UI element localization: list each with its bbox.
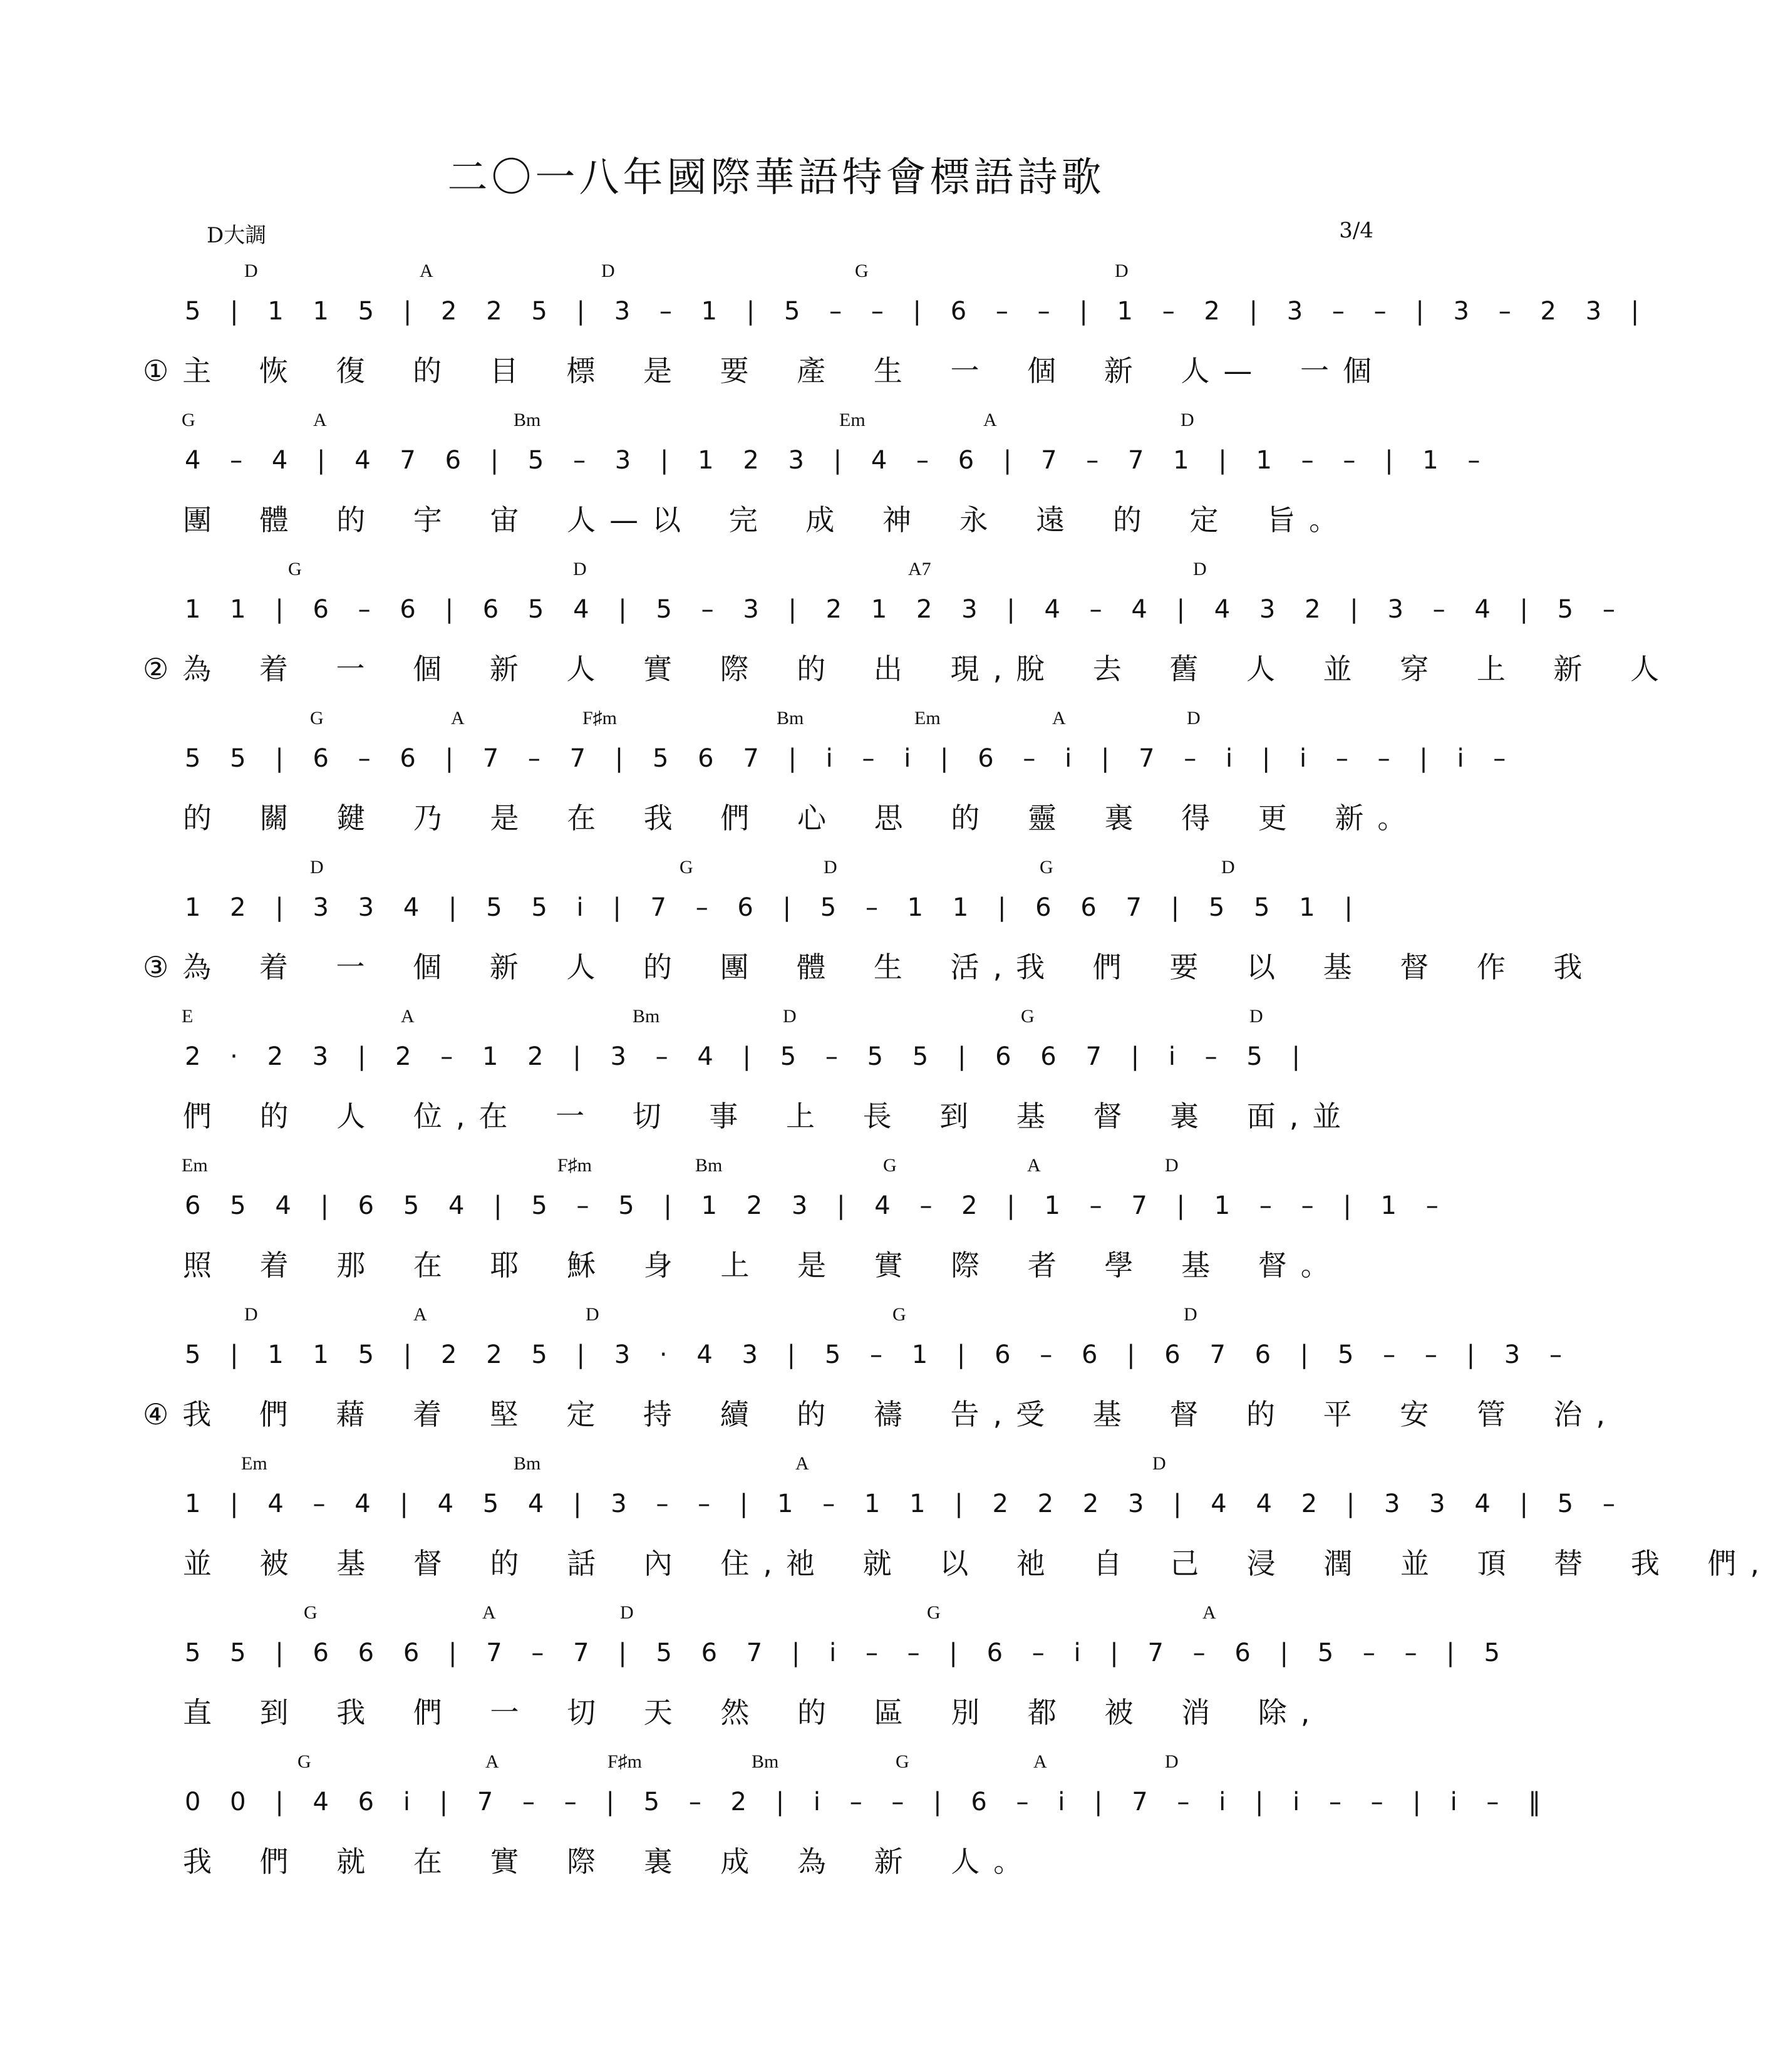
chord-label: G bbox=[304, 1602, 318, 1623]
chord-label: F♯m bbox=[607, 1751, 643, 1772]
lyric-line: ④我 們 藉 着 堅 定 持 續 的 禱 告,受 基 督 的 平 安 管 治, bbox=[143, 1397, 1620, 1431]
lyric-line: 團 體 的 宇 宙 人—以 完 成 神 永 遠 的 定 旨。 bbox=[183, 503, 1352, 537]
chord-label: G bbox=[927, 1602, 941, 1623]
chord-label: Bm bbox=[695, 1155, 723, 1176]
chord-label: D bbox=[1152, 1453, 1166, 1474]
chord-label: A bbox=[1033, 1751, 1047, 1772]
chord-label: D bbox=[620, 1602, 634, 1623]
lyric-line: 照 着 那 在 耶 穌 身 上 是 實 際 者 學 基 督。 bbox=[183, 1248, 1343, 1282]
notation-line: 5 5 | 6 – 6 | 7 – 7 | 5 6 7 | i – i | 6 – i | 7 – i | i – – | i – bbox=[185, 744, 1506, 773]
chord-label: G bbox=[680, 857, 693, 878]
page-title: 二〇一八年國際華語特會標語詩歌 bbox=[447, 155, 1105, 201]
chord-label: Bm bbox=[514, 410, 541, 430]
chord-label: D bbox=[310, 857, 324, 878]
chord-label: G bbox=[1021, 1006, 1035, 1027]
chord-label: G bbox=[892, 1304, 906, 1325]
chord-label: D bbox=[1221, 857, 1235, 878]
chord-label: G bbox=[297, 1751, 311, 1772]
chord-label: Bm bbox=[633, 1006, 660, 1027]
chord-label: D bbox=[573, 559, 587, 579]
chord-label: G bbox=[855, 261, 869, 281]
chord-label: D bbox=[586, 1304, 599, 1325]
chord-label: D bbox=[1193, 559, 1207, 579]
chord-label: D bbox=[1165, 1751, 1179, 1772]
chord-label: D bbox=[1115, 261, 1129, 281]
chord-label: G bbox=[883, 1155, 897, 1176]
lyric-line: ②為 着 一 個 新 人 實 際 的 出 現,脫 去 舊 人 並 穿 上 新 人 bbox=[143, 652, 1673, 686]
notation-line: 5 5 | 6 6 6 | 7 – 7 | 5 6 7 | i – – | 6 – i | 7 – 6 | 5 – – | 5 bbox=[185, 1639, 1500, 1667]
chord-label: Em bbox=[182, 1155, 208, 1176]
chord-label: A7 bbox=[908, 559, 931, 579]
lyric-line: 的 關 鍵 乃 是 在 我 們 心 思 的 靈 裏 得 更 新。 bbox=[183, 801, 1420, 835]
notation-line: 0 0 | 4 6 i | 7 – – | 5 – 2 | i – – | 6 – i | 7 – i | i – – | i – ‖ bbox=[185, 1788, 1541, 1816]
chord-label: A bbox=[795, 1453, 809, 1474]
notation-line: 1 1 | 6 – 6 | 6 5 4 | 5 – 3 | 2 1 2 3 | 4 – 4 | 4 3 2 | 3 – 4 | 5 – bbox=[185, 595, 1615, 624]
lyric-line: 我 們 就 在 實 際 裏 成 為 新 人。 bbox=[183, 1845, 1036, 1878]
chord-label: A bbox=[401, 1006, 415, 1027]
chord-label: A bbox=[313, 410, 327, 430]
notation-line: 1 2 | 3 3 4 | 5 5 i | 7 – 6 | 5 – 1 1 | 6 6 7 | 5 5 1 | bbox=[185, 893, 1353, 922]
notation-line: 2 · 2 3 | 2 – 1 2 | 3 – 4 | 5 – 5 5 | 6 6 7 | i – 5 | bbox=[185, 1042, 1301, 1071]
lyric-line: 們 的 人 位,在 一 切 事 上 長 到 基 督 裏 面,並 bbox=[183, 1099, 1355, 1133]
chord-label: D bbox=[783, 1006, 797, 1027]
chord-label: Bm bbox=[777, 708, 804, 728]
chord-label: D bbox=[1181, 410, 1194, 430]
chord-label: Bm bbox=[752, 1751, 779, 1772]
chord-label: D bbox=[244, 1304, 258, 1325]
notation-line: 1 | 4 – 4 | 4 5 4 | 3 – – | 1 – 1 1 | 2 2 2 3 | 4 4 2 | 3 3 4 | 5 – bbox=[185, 1489, 1615, 1518]
chord-label: G bbox=[182, 410, 195, 430]
chord-label: Bm bbox=[514, 1453, 541, 1474]
chord-label: A bbox=[451, 708, 465, 728]
chord-label: F♯m bbox=[557, 1155, 592, 1176]
chord-label: D bbox=[1187, 708, 1201, 728]
chord-label: A bbox=[1027, 1155, 1041, 1176]
chord-label: D bbox=[601, 261, 615, 281]
key-signature: D大調 bbox=[207, 223, 267, 248]
chord-label: A bbox=[1052, 708, 1066, 728]
chord-label: D bbox=[824, 857, 837, 878]
chord-label: A bbox=[413, 1304, 427, 1325]
chord-label: A bbox=[485, 1751, 499, 1772]
chord-label: G bbox=[1040, 857, 1053, 878]
notation-line: 5 | 1 1 5 | 2 2 5 | 3 – 1 | 5 – – | 6 – – | 1 – 2 | 3 – – | 3 – 2 3 | bbox=[185, 297, 1640, 326]
chord-label: D bbox=[1184, 1304, 1197, 1325]
lyric-line: ③為 着 一 個 新 人 的 團 體 生 活,我 們 要 以 基 督 作 我 bbox=[143, 950, 1596, 984]
chord-label: D bbox=[1165, 1155, 1179, 1176]
chord-label: G bbox=[310, 708, 324, 728]
chord-label: D bbox=[244, 261, 258, 281]
chord-label: A bbox=[1202, 1602, 1216, 1623]
lyric-line: 並 被 基 督 的 話 內 住,祂 就 以 祂 自 己 浸 潤 並 頂 替 我 們, bbox=[183, 1546, 1773, 1580]
chord-label: E bbox=[182, 1006, 194, 1027]
chord-label: Em bbox=[241, 1453, 267, 1474]
notation-line: 4 – 4 | 4 7 6 | 5 – 3 | 1 2 3 | 4 – 6 | 7 – 7 1 | 1 – – | 1 – bbox=[185, 446, 1481, 475]
chord-label: Em bbox=[839, 410, 866, 430]
chord-label: A bbox=[482, 1602, 496, 1623]
chord-label: D bbox=[1249, 1006, 1263, 1027]
chord-label: F♯m bbox=[582, 708, 618, 728]
lyric-line: ①主 恢 復 的 目 標 是 要 產 生 一 個 新 人— 一個 bbox=[143, 354, 1385, 388]
chord-label: Em bbox=[914, 708, 941, 728]
notation-line: 6 5 4 | 6 5 4 | 5 – 5 | 1 2 3 | 4 – 2 | 1 – 7 | 1 – – | 1 – bbox=[185, 1191, 1439, 1220]
lyric-line: 直 到 我 們 一 切 天 然 的 區 別 都 被 消 除, bbox=[183, 1696, 1324, 1729]
time-signature: 3/4 bbox=[1339, 218, 1373, 243]
chord-label: G bbox=[288, 559, 302, 579]
chord-label: G bbox=[896, 1751, 909, 1772]
notation-line: 5 | 1 1 5 | 2 2 5 | 3 · 4 3 | 5 – 1 | 6 – 6 | 6 7 6 | 5 – – | 3 – bbox=[185, 1340, 1562, 1369]
chord-label: A bbox=[420, 261, 433, 281]
chord-label: A bbox=[983, 410, 997, 430]
